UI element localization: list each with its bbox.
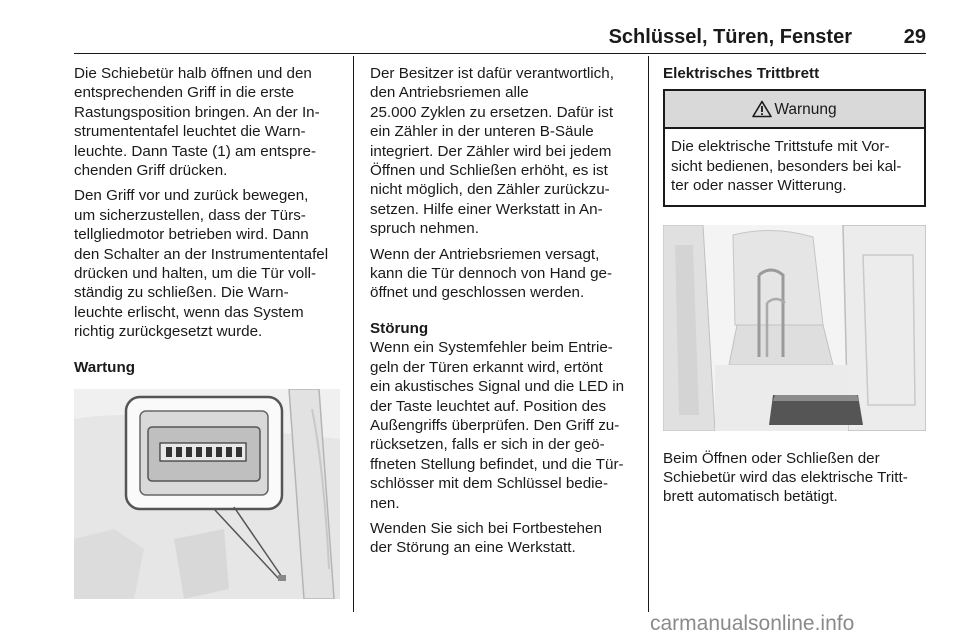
page-header	[74, 22, 926, 54]
warning-body: Die elektrische Trittstufe mit Vor- sicht bedienen, besonders bei kal- ter oder nasser Witterung.	[671, 138, 902, 195]
paragraph-system-fault: Wenn ein Systemfehler beim Entrie- geln der Türen erkannt wird, ertönt ein akustisches Signal und die LED in der Taste leuchtet auf. Position des Außengriffs überprüfen. Den Griff zu- rücksetzen, falls er sich in der geö- ffneten Stellung befindet, und die Tür- schlösser mit dem Schlüssel bedie- nen.	[370, 339, 625, 512]
column-right	[663, 64, 926, 513]
heading-wartung: Wartung	[74, 358, 136, 376]
step-illustration	[663, 225, 926, 431]
paragraph-move-handle: Den Griff vor und zurück bewegen, um sicherzustellen, dass der Türs- tellgliedmotor betrieben wird. Dann den Schalter an der Instrumententafel drücken und halten, um die Tür voll- ständig zu schließen. Die Warn- leuchte erlischt, wenn das System richtig zurückgesetzt wurde.	[74, 187, 329, 341]
column-middle	[370, 64, 640, 564]
paragraph-automatic-step: Beim Öffnen oder Schließen der Schiebetür wird das elektrische Tritt- brett automatisch betätigt.	[663, 449, 908, 506]
warning-triangle-icon	[752, 100, 772, 118]
paragraph-reset-procedure: Die Schiebetür halb öffnen und den entsprechenden Griff in die erste Rastungsposition bringen. An der In- strumententafel leuchtet die Warn- leuchte. Dann Taste (1) am entspre- chenden Griff drücken.	[74, 65, 320, 180]
header-rule	[74, 53, 926, 54]
paragraph-contact-workshop: Wenden Sie sich bei Fortbestehen der Störung an eine Werkstatt.	[370, 519, 602, 557]
warning-header	[665, 91, 924, 129]
paragraph-drive-belt: Der Besitzer ist dafür verantwortlich, den Antriebsriemen alle 25.000 Zyklen zu ersetzen. Dafür ist ein Zähler in der unteren B-Säule integriert. Der Zähler wird bei jedem Öffnen und Schließen erhöht, es ist nicht möglich, den Zähler zurückzu- setzen. Hilfe einer Werkstatt in An- spruch nehmen.	[370, 65, 614, 238]
heading-stoerung: Störung	[370, 319, 429, 337]
column-divider-right	[648, 56, 649, 612]
warning-box	[663, 89, 926, 206]
warning-title: Warnung	[774, 100, 837, 118]
column-divider-left	[353, 56, 354, 612]
page-number: 29	[903, 26, 926, 48]
chapter-title: Schlüssel, Türen, Fenster	[608, 26, 852, 48]
column-left	[74, 64, 344, 599]
heading-elektrisches-trittbrett: Elektrisches Trittbrett	[663, 65, 820, 82]
watermark-text: carmanualsonline.info	[650, 612, 855, 635]
counter-illustration	[74, 389, 340, 599]
paragraph-belt-failure: Wenn der Antriebsriemen versagt, kann die Tür dennoch von Hand ge- öffnet und geschlossen werden.	[370, 245, 613, 302]
